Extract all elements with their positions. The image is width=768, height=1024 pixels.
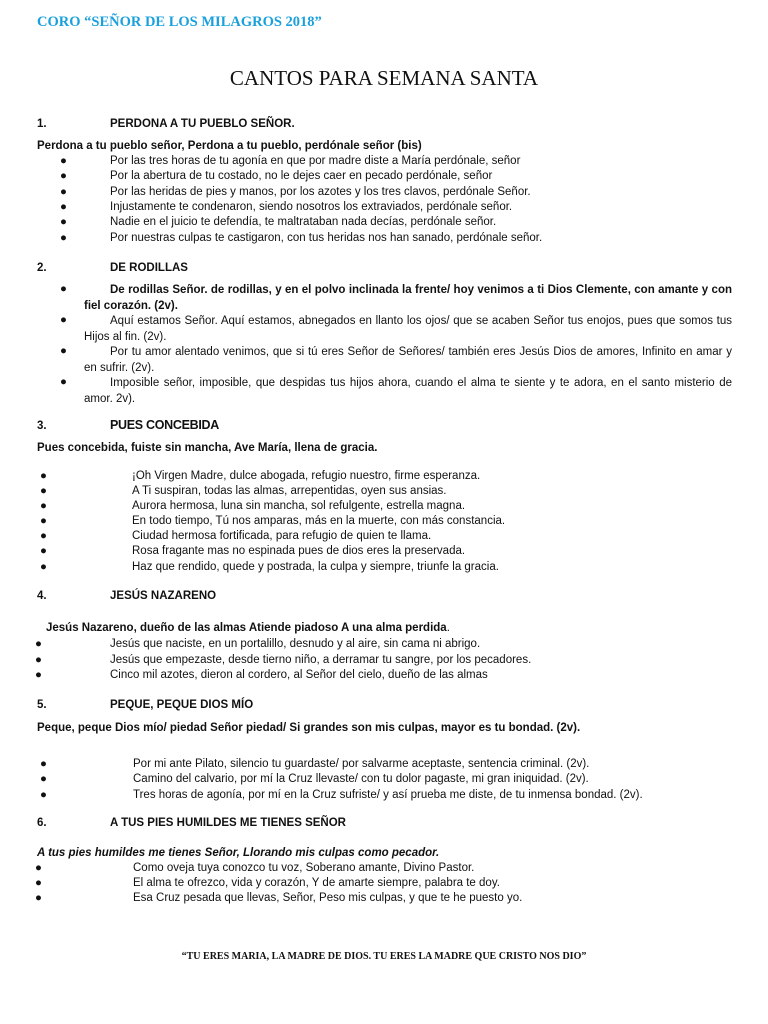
- section-3-verse: A Ti suspiran, todas las almas, arrepentidas, oyen sus ansias.: [132, 485, 447, 497]
- section-1-verse: Por las heridas de pies y manos, por los azotes y los tres clavos, perdónale Señor.: [110, 186, 531, 198]
- section-6-verse: El alma te ofrezco, vida y corazón, Y de amarte siempre, palabra te doy.: [133, 877, 500, 889]
- section-4-number: 4.: [37, 590, 47, 602]
- section-5-verse: Camino del calvario, por mí la Cruz llevaste/ con tu dolor pagaste, mi gran iniquidad. (2v).: [133, 773, 589, 785]
- section-1-verse: Nadie en el juicio te defendía, te maltrataban nada decías, perdónale señor.: [110, 216, 497, 228]
- section-2-verse: Imposible señor, imposible, que despidas tus hijos ahora, cuando el alma te siente y te adora, en el santo misterio de amor. 2v).: [84, 377, 732, 405]
- section-2-verse: De rodillas Señor. de rodillas, y en el polvo inclinada la frente/ hoy venimos a ti Dios Clemente, con amante y con fiel corazón. (2v).: [84, 284, 732, 312]
- section-2-verse: Por tu amor alentado venimos, que si tú eres Señor de Señores/ también eres Jesús Dios de amores, Infinito en amar y en sufrir. (2v).: [84, 346, 732, 374]
- bullet: ●: [60, 314, 67, 326]
- bullet: ●: [40, 561, 47, 573]
- section-1-title: PERDONA A TU PUEBLO SEÑOR.: [110, 118, 295, 130]
- bullet: ●: [60, 283, 67, 295]
- section-4-refrain: Jesús Nazareno, dueño de las almas Atiende piadoso A una alma perdida.: [46, 622, 450, 634]
- section-6-verse: Como oveja tuya conozco tu voz, Soberano amante, Divino Pastor.: [133, 862, 475, 874]
- choir-name: CORO “SEÑOR DE LOS MILAGROS 2018”: [37, 14, 322, 30]
- bullet: ●: [60, 345, 67, 357]
- section-1-number: 1.: [37, 118, 47, 130]
- section-1-refrain: Perdona a tu pueblo señor, Perdona a tu pueblo, perdónale señor (bis): [37, 140, 422, 152]
- bullet: ●: [40, 530, 47, 542]
- section-3-verse: Aurora hermosa, luna sin mancha, sol refulgente, estrella magna.: [132, 500, 466, 512]
- section-1-verse: Por las tres horas de tu agonía en que por madre diste a María perdónale, señor: [110, 155, 521, 167]
- section-2-verse: Aquí estamos Señor. Aquí estamos, abnegados en llanto los ojos/ que se acaben Señor tus enojos, pues que somos tus Hijos al fin. (2v).: [84, 315, 732, 343]
- bullet: ●: [60, 155, 67, 167]
- bullet: ●: [60, 170, 67, 182]
- bullet: ●: [40, 789, 47, 801]
- section-6-title: A TUS PIES HUMILDES ME TIENES SEÑOR: [110, 817, 346, 829]
- section-5-number: 5.: [37, 699, 47, 711]
- section-6-number: 6.: [37, 817, 47, 829]
- bullet: ●: [35, 877, 42, 889]
- section-3-verse: Rosa fragante mas no espinada pues de dios eres la preservada.: [132, 545, 466, 557]
- section-5-verse: Por mi ante Pilato, silencio tu guardaste/ por salvarme aceptaste, sentencia criminal. (2v).: [133, 758, 590, 770]
- bullet: ●: [35, 654, 42, 666]
- section-3-title: PUES CONCEBIDA: [110, 418, 220, 432]
- page-title: CANTOS PARA SEMANA SANTA: [229, 66, 539, 90]
- bullet: ●: [60, 376, 67, 388]
- section-6-refrain: A tus pies humildes me tienes Señor, Llorando mis culpas como pecador.: [37, 847, 440, 859]
- bullet: ●: [60, 216, 67, 228]
- bullet: ●: [35, 638, 42, 650]
- bullet: ●: [35, 862, 42, 874]
- section-2-number: 2.: [37, 262, 47, 274]
- bullet: ●: [40, 545, 47, 557]
- section-6-verse: Esa Cruz pesada que llevas, Señor, Peso mis culpas, y que te he puesto yo.: [133, 892, 523, 904]
- section-4-verse: Cinco mil azotes, dieron al cordero, al Señor del cielo, dueño de las almas: [110, 669, 488, 681]
- section-3-refrain: Pues concebida, fuiste sin mancha, Ave María, llena de gracia.: [37, 442, 378, 454]
- bullet: ●: [60, 201, 67, 213]
- section-4-title: JESÚS NAZARENO: [110, 590, 217, 602]
- bullet: ●: [40, 500, 47, 512]
- section-5-verse: Tres horas de agonía, por mí en la Cruz sufriste/ y así prueba me diste, de tu inmensa bondad. (2v).: [133, 789, 643, 801]
- bullet: ●: [60, 186, 67, 198]
- section-4-verse: Jesús que naciste, en un portalillo, desnudo y al aire, sin cama ni abrigo.: [110, 638, 481, 650]
- footer-quote: “TU ERES MARIA, LA MADRE DE DIOS. TU ERES LA MADRE QUE CRISTO NOS DIO”: [181, 951, 587, 962]
- section-1-verse: Por la abertura de tu costado, no le dejes caer en pecado perdónale, señor: [110, 170, 493, 182]
- section-5-title: PEQUE, PEQUE DIOS MÍO: [110, 699, 254, 711]
- section-2-title: DE RODILLAS: [110, 262, 188, 274]
- bullet: ●: [60, 232, 67, 244]
- section-4-verse: Jesús que empezaste, desde tierno niño, a derramar tu sangre, por los pecadores.: [110, 654, 532, 666]
- bullet: ●: [40, 515, 47, 527]
- section-3-verse: Ciudad hermosa fortificada, para refugio de quien te llama.: [132, 530, 432, 542]
- section-1-verse: Por nuestras culpas te castigaron, con tus heridas nos han sanado, perdónale señor.: [110, 232, 543, 244]
- section-3-verse: Haz que rendido, quede y postrada, la culpa y siempre, triunfe la gracia.: [132, 561, 499, 573]
- bullet: ●: [40, 470, 47, 482]
- bullet: ●: [35, 892, 42, 904]
- section-3-verse: ¡Oh Virgen Madre, dulce abogada, refugio nuestro, firme esperanza.: [132, 470, 481, 482]
- bullet: ●: [40, 773, 47, 785]
- section-3-verse: En todo tiempo, Tú nos amparas, más en la muerte, con más constancia.: [132, 515, 506, 527]
- section-1-verse: Injustamente te condenaron, siendo nosotros los extraviados, perdónale señor.: [110, 201, 513, 213]
- bullet: ●: [40, 758, 47, 770]
- bullet: ●: [40, 485, 47, 497]
- section-3-number: 3.: [37, 420, 47, 432]
- bullet: ●: [35, 669, 42, 681]
- section-5-refrain: Peque, peque Dios mío/ piedad Señor piedad/ Si grandes son mis culpas, mayor es tu bondad. (2v).: [37, 722, 581, 734]
